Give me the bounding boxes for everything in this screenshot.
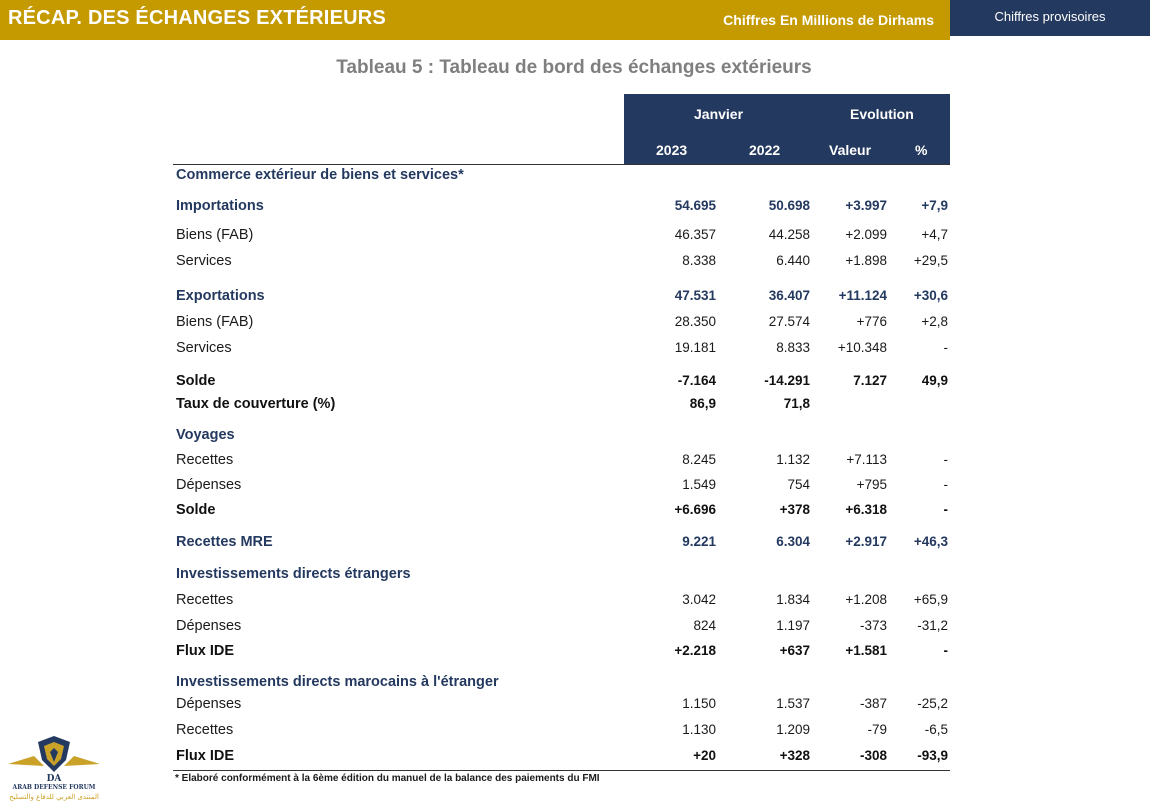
logo-name-arabic: المنتدى العربي للدفاع والتسليح — [9, 793, 99, 801]
page-title: RÉCAP. DES ÉCHANGES EXTÉRIEURS — [8, 7, 386, 29]
row-label: Investissements directs étrangers — [176, 566, 411, 582]
table-row — [0, 590, 1150, 610]
table-row — [0, 371, 1150, 391]
value-2022: +378 — [779, 502, 810, 517]
value-percent: - — [943, 502, 948, 517]
column-header-block — [624, 94, 950, 164]
value-evolution: -373 — [859, 618, 887, 633]
value-evolution: +795 — [856, 477, 887, 492]
value-percent: - — [943, 452, 948, 467]
value-percent: +2,8 — [921, 314, 948, 329]
value-2022: -14.291 — [764, 373, 810, 388]
value-2022: 50.698 — [768, 198, 810, 213]
logo-emblem-icon — [4, 730, 104, 780]
value-percent: +4,7 — [921, 227, 948, 242]
value-2023: 19.181 — [674, 340, 716, 355]
value-2023: 47.531 — [674, 288, 716, 303]
row-label: Recettes — [176, 722, 234, 738]
value-evolution: +3.997 — [845, 198, 887, 213]
value-evolution: +7.113 — [846, 452, 887, 467]
row-label: Voyages — [176, 427, 235, 443]
value-evolution: +2.917 — [845, 534, 887, 549]
table-row — [0, 720, 1150, 740]
row-label: Recettes — [176, 452, 234, 468]
value-percent: - — [943, 340, 948, 355]
value-2023: 46.357 — [674, 227, 716, 242]
table-title — [0, 57, 1150, 79]
value-evolution: +776 — [856, 314, 887, 329]
value-2023: 28.350 — [674, 314, 716, 329]
table-section-header — [0, 165, 1150, 185]
value-2023: 3.042 — [682, 592, 716, 607]
value-2022: 1.834 — [776, 592, 810, 607]
group-header-evolution: Evolution — [850, 106, 914, 122]
row-label: Recettes MRE — [176, 534, 273, 550]
status-box — [950, 0, 1150, 36]
value-percent: -93,9 — [917, 748, 948, 763]
value-2022: 8.833 — [776, 340, 810, 355]
table-row — [0, 532, 1150, 552]
value-2022: 6.440 — [776, 253, 810, 268]
value-2023: 1.549 — [682, 477, 716, 492]
table-row — [0, 394, 1150, 414]
row-label: Importations — [176, 198, 264, 214]
value-evolution: +11.124 — [838, 288, 887, 303]
value-2023: 8.338 — [682, 253, 716, 268]
top-banner — [0, 0, 950, 40]
value-evolution: +1.581 — [845, 643, 887, 658]
table-row — [0, 475, 1150, 495]
row-label: Investissements directs marocains à l'étranger — [176, 674, 499, 690]
row-label: Dépenses — [176, 477, 242, 493]
value-evolution: -308 — [859, 748, 887, 763]
value-2022: 71,8 — [783, 396, 810, 411]
row-label: Recettes — [176, 592, 234, 608]
row-label: Dépenses — [176, 696, 242, 712]
units-note: Chiffres En Millions de Dirhams — [723, 12, 934, 28]
row-label: Dépenses — [176, 618, 242, 634]
row-label: Commerce extérieur de biens et services* — [176, 167, 464, 183]
status-text: Chiffres provisoires — [994, 9, 1106, 24]
value-percent: +7,9 — [921, 198, 948, 213]
value-2023: 54.695 — [674, 198, 716, 213]
row-label: Services — [176, 340, 232, 356]
value-evolution: +2.099 — [845, 227, 887, 242]
value-2022: 1.537 — [776, 696, 810, 711]
column-header-percent: % — [915, 142, 928, 158]
table-row — [0, 286, 1150, 306]
value-evolution: -387 — [859, 696, 887, 711]
row-label: Services — [176, 253, 232, 269]
value-2022: +637 — [779, 643, 810, 658]
value-percent: - — [943, 643, 948, 658]
table-section-header — [0, 425, 1150, 445]
table-section-header — [0, 672, 1150, 692]
value-2022: 36.407 — [768, 288, 810, 303]
value-2022: 6.304 — [776, 534, 810, 549]
row-label: Taux de couverture (%) — [176, 396, 336, 412]
value-2023: 1.130 — [682, 722, 716, 737]
column-header-2023: 2023 — [656, 142, 688, 158]
table-section-header — [0, 564, 1150, 584]
table-row — [0, 616, 1150, 636]
table-row — [0, 694, 1150, 714]
table-row — [0, 196, 1150, 216]
column-header-valeur: Valeur — [829, 142, 872, 158]
value-2023: 8.245 — [682, 452, 716, 467]
table-row — [0, 251, 1150, 271]
table-row — [0, 500, 1150, 520]
value-percent: +29,5 — [913, 253, 948, 268]
value-evolution: 7.127 — [853, 373, 887, 388]
value-percent: -6,5 — [924, 722, 948, 737]
table-row — [0, 312, 1150, 332]
value-2023: +20 — [693, 748, 716, 763]
value-evolution: +10.348 — [837, 340, 887, 355]
logo-name: ARAB DEFENSE FORUM — [12, 784, 96, 791]
row-label: Solde — [176, 373, 216, 389]
value-2022: 44.258 — [768, 227, 810, 242]
value-2022: 1.132 — [776, 452, 810, 467]
footnote: * Elaboré conformément à la 6ème édition du manuel de la balance des paiements du FMI — [175, 773, 600, 784]
row-label: Biens (FAB) — [176, 227, 254, 243]
value-2022: 27.574 — [768, 314, 810, 329]
value-2023: 86,9 — [689, 396, 716, 411]
value-2023: +6.696 — [674, 502, 716, 517]
value-evolution: +1.898 — [845, 253, 887, 268]
value-2022: 1.197 — [776, 618, 810, 633]
logo-initials: DA — [46, 774, 62, 784]
table-bottom-rule — [173, 770, 950, 771]
table-row — [0, 338, 1150, 358]
table-title-text: Tableau 5 : Tableau de bord des échanges extérieurs — [336, 57, 812, 78]
row-label: Flux IDE — [176, 748, 235, 764]
value-2023: 9.221 — [682, 534, 716, 549]
value-percent: -31,2 — [917, 618, 948, 633]
value-percent: +65,9 — [913, 592, 948, 607]
value-percent: +46,3 — [913, 534, 948, 549]
row-label: Solde — [176, 502, 216, 518]
table-row — [0, 746, 1150, 766]
row-label: Biens (FAB) — [176, 314, 254, 330]
value-percent: 49,9 — [921, 373, 948, 388]
value-2023: 824 — [693, 618, 716, 633]
value-evolution: +1.208 — [845, 592, 887, 607]
value-percent: - — [943, 477, 948, 492]
forum-logo — [4, 730, 104, 804]
row-label: Exportations — [176, 288, 265, 304]
table-row — [0, 641, 1150, 661]
column-header-2022: 2022 — [749, 142, 781, 158]
group-header-janvier: Janvier — [694, 106, 744, 122]
value-percent: -25,2 — [917, 696, 948, 711]
value-2022: +328 — [779, 748, 810, 763]
value-2023: 1.150 — [682, 696, 716, 711]
value-percent: +30,6 — [913, 288, 948, 303]
value-2023: +2.218 — [674, 643, 716, 658]
value-evolution: -79 — [867, 722, 887, 737]
value-2023: -7.164 — [677, 373, 716, 388]
value-2022: 1.209 — [776, 722, 810, 737]
table-row — [0, 225, 1150, 245]
row-label: Flux IDE — [176, 643, 235, 659]
value-evolution: +6.318 — [845, 502, 887, 517]
table-row — [0, 450, 1150, 470]
value-2022: 754 — [787, 477, 810, 492]
